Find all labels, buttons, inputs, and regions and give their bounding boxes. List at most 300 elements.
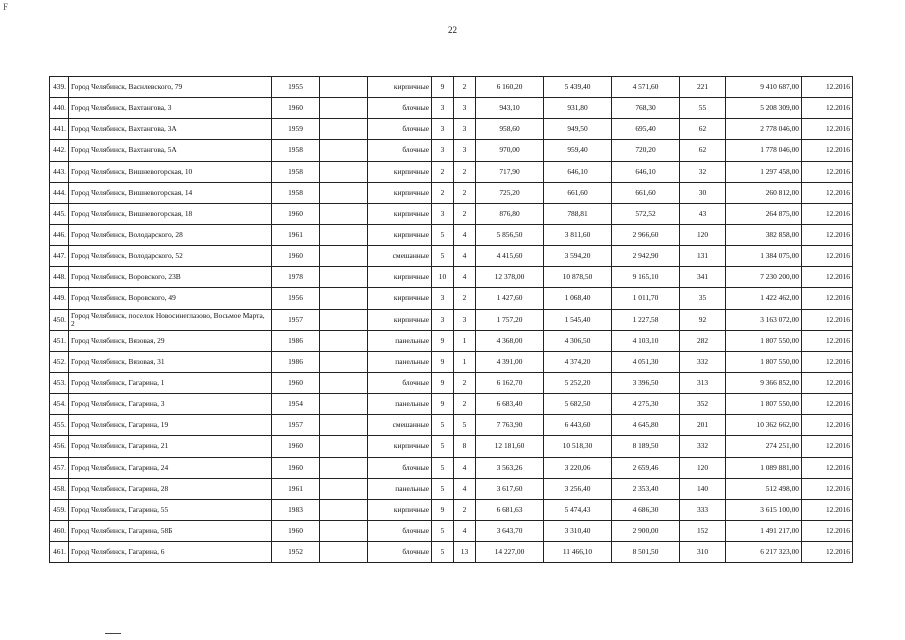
- entrances-cell: 2: [454, 394, 476, 415]
- bottom-dash: [105, 633, 121, 634]
- address-cell: Город Челябинск, Гагарина, 6: [69, 542, 272, 563]
- residents-cell: 152: [680, 520, 726, 541]
- repair-cost-cell: 512 498,00: [726, 478, 802, 499]
- floors-cell: 9: [432, 499, 454, 520]
- area-total-cell: 14 227,00: [476, 542, 544, 563]
- row-number: 449.: [50, 288, 69, 309]
- address-cell: Город Челябинск, Васнлевского, 79: [69, 77, 272, 98]
- entrances-cell: 2: [454, 288, 476, 309]
- floors-cell: 3: [432, 288, 454, 309]
- empty-cell: [320, 309, 368, 330]
- floors-cell: 3: [432, 119, 454, 140]
- wall-material-cell: кирпичные: [368, 267, 432, 288]
- deadline-cell: 12.2016: [802, 161, 853, 182]
- deadline-cell: 12.2016: [802, 77, 853, 98]
- residents-cell: 140: [680, 478, 726, 499]
- row-number: 441.: [50, 119, 69, 140]
- row-number: 454.: [50, 394, 69, 415]
- wall-material-cell: панельные: [368, 478, 432, 499]
- wall-material-cell: панельные: [368, 330, 432, 351]
- year-cell: 1956: [272, 288, 320, 309]
- repair-cost-cell: 264 875,00: [726, 203, 802, 224]
- floors-cell: 3: [432, 98, 454, 119]
- table-row: [50, 98, 853, 119]
- entrances-cell: 3: [454, 98, 476, 119]
- table-row: [50, 224, 853, 245]
- entrances-cell: 2: [454, 499, 476, 520]
- wall-material-cell: кирпичные: [368, 309, 432, 330]
- residents-cell: 352: [680, 394, 726, 415]
- area-residential-cell: 695,40: [612, 119, 680, 140]
- area-total-cell: 6 160,20: [476, 77, 544, 98]
- repair-cost-cell: 1 422 462,00: [726, 288, 802, 309]
- address-cell: Город Челябинск, поселок Новосинеглазово, Восьмое Марта, 2: [69, 309, 272, 330]
- area-premises-cell: 3 310,40: [544, 520, 612, 541]
- table-row: [50, 161, 853, 182]
- area-residential-cell: 4 645,80: [612, 415, 680, 436]
- row-number: 447.: [50, 246, 69, 267]
- floors-cell: 5: [432, 520, 454, 541]
- table-row: [50, 542, 853, 563]
- area-residential-cell: 1 011,70: [612, 288, 680, 309]
- wall-material-cell: кирпичные: [368, 77, 432, 98]
- area-total-cell: 1 427,60: [476, 288, 544, 309]
- residents-cell: 120: [680, 457, 726, 478]
- year-cell: 1957: [272, 415, 320, 436]
- row-number: 439.: [50, 77, 69, 98]
- repair-cost-cell: 1 778 046,00: [726, 140, 802, 161]
- area-total-cell: 5 856,50: [476, 224, 544, 245]
- year-cell: 1960: [272, 98, 320, 119]
- repair-cost-cell: 6 217 323,00: [726, 542, 802, 563]
- area-residential-cell: 661,60: [612, 182, 680, 203]
- area-premises-cell: 5 252,20: [544, 372, 612, 393]
- empty-cell: [320, 394, 368, 415]
- floors-cell: 5: [432, 246, 454, 267]
- floors-cell: 5: [432, 542, 454, 563]
- row-number: 448.: [50, 267, 69, 288]
- area-residential-cell: 4 103,10: [612, 330, 680, 351]
- address-cell: Город Челябинск, Гагарина, 55: [69, 499, 272, 520]
- repair-cost-cell: 3 163 072,00: [726, 309, 802, 330]
- area-premises-cell: 4 374,20: [544, 351, 612, 372]
- area-total-cell: 876,80: [476, 203, 544, 224]
- area-premises-cell: 931,80: [544, 98, 612, 119]
- area-total-cell: 6 162,70: [476, 372, 544, 393]
- year-cell: 1959: [272, 119, 320, 140]
- empty-cell: [320, 267, 368, 288]
- address-cell: Город Челябинск, Володарского, 52: [69, 246, 272, 267]
- year-cell: 1958: [272, 182, 320, 203]
- address-cell: Город Челябинск, Вишневогорская, 14: [69, 182, 272, 203]
- area-residential-cell: 1 227,58: [612, 309, 680, 330]
- page-number: 22: [448, 25, 457, 35]
- floors-cell: 5: [432, 224, 454, 245]
- residents-cell: 55: [680, 98, 726, 119]
- deadline-cell: 12.2016: [802, 499, 853, 520]
- area-total-cell: 3 617,60: [476, 478, 544, 499]
- row-number: 445.: [50, 203, 69, 224]
- empty-cell: [320, 372, 368, 393]
- floors-cell: 9: [432, 77, 454, 98]
- table-row: [50, 309, 853, 330]
- year-cell: 1960: [272, 203, 320, 224]
- deadline-cell: 12.2016: [802, 119, 853, 140]
- area-premises-cell: 5 682,50: [544, 394, 612, 415]
- area-premises-cell: 6 443,60: [544, 415, 612, 436]
- entrances-cell: 3: [454, 119, 476, 140]
- wall-material-cell: панельные: [368, 351, 432, 372]
- floors-cell: 3: [432, 140, 454, 161]
- empty-cell: [320, 77, 368, 98]
- wall-material-cell: блочные: [368, 457, 432, 478]
- wall-material-cell: смешанные: [368, 415, 432, 436]
- floors-cell: 2: [432, 161, 454, 182]
- row-number: 442.: [50, 140, 69, 161]
- area-premises-cell: 4 306,50: [544, 330, 612, 351]
- entrances-cell: 8: [454, 436, 476, 457]
- address-cell: Город Челябинск, Гагарина, 28: [69, 478, 272, 499]
- address-cell: Город Челябинск, Вишневогорская, 18: [69, 203, 272, 224]
- year-cell: 1958: [272, 161, 320, 182]
- year-cell: 1983: [272, 499, 320, 520]
- table-row: [50, 520, 853, 541]
- row-number: 459.: [50, 499, 69, 520]
- year-cell: 1960: [272, 436, 320, 457]
- empty-cell: [320, 140, 368, 161]
- empty-cell: [320, 478, 368, 499]
- address-cell: Город Челябинск, Гагарина, 1: [69, 372, 272, 393]
- area-total-cell: 1 757,20: [476, 309, 544, 330]
- address-cell: Город Челябинск, Вязовая, 31: [69, 351, 272, 372]
- residents-cell: 120: [680, 224, 726, 245]
- table-row: [50, 77, 853, 98]
- deadline-cell: 12.2016: [802, 224, 853, 245]
- empty-cell: [320, 351, 368, 372]
- residents-cell: 62: [680, 119, 726, 140]
- year-cell: 1986: [272, 351, 320, 372]
- area-total-cell: 970,00: [476, 140, 544, 161]
- area-total-cell: 4 391,00: [476, 351, 544, 372]
- address-cell: Город Челябинск, Гагарина, 3: [69, 394, 272, 415]
- repair-cost-cell: 274 251,00: [726, 436, 802, 457]
- deadline-cell: 12.2016: [802, 182, 853, 203]
- area-total-cell: 3 563,26: [476, 457, 544, 478]
- table-row: [50, 351, 853, 372]
- floors-cell: 9: [432, 330, 454, 351]
- area-residential-cell: 4 275,30: [612, 394, 680, 415]
- row-number: 450.: [50, 309, 69, 330]
- area-residential-cell: 2 966,60: [612, 224, 680, 245]
- deadline-cell: 12.2016: [802, 98, 853, 119]
- wall-material-cell: кирпичные: [368, 436, 432, 457]
- entrances-cell: 2: [454, 161, 476, 182]
- empty-cell: [320, 98, 368, 119]
- row-number: 458.: [50, 478, 69, 499]
- area-premises-cell: 1 068,40: [544, 288, 612, 309]
- deadline-cell: 12.2016: [802, 288, 853, 309]
- table-row: [50, 415, 853, 436]
- repair-cost-cell: 382 858,00: [726, 224, 802, 245]
- table-row: [50, 436, 853, 457]
- address-cell: Город Челябинск, Гагарина, 21: [69, 436, 272, 457]
- empty-cell: [320, 182, 368, 203]
- deadline-cell: 12.2016: [802, 457, 853, 478]
- residents-cell: 92: [680, 309, 726, 330]
- deadline-cell: 12.2016: [802, 436, 853, 457]
- area-total-cell: 4 368,00: [476, 330, 544, 351]
- area-total-cell: 12 181,60: [476, 436, 544, 457]
- entrances-cell: 2: [454, 203, 476, 224]
- area-residential-cell: 8 501,50: [612, 542, 680, 563]
- area-premises-cell: 661,60: [544, 182, 612, 203]
- table-row: [50, 246, 853, 267]
- residents-cell: 221: [680, 77, 726, 98]
- residents-cell: 341: [680, 267, 726, 288]
- area-residential-cell: 2 659,46: [612, 457, 680, 478]
- table-row: [50, 478, 853, 499]
- residents-cell: 332: [680, 351, 726, 372]
- empty-cell: [320, 436, 368, 457]
- area-residential-cell: 4 686,30: [612, 499, 680, 520]
- entrances-cell: 4: [454, 457, 476, 478]
- entrances-cell: 4: [454, 224, 476, 245]
- area-total-cell: 4 415,60: [476, 246, 544, 267]
- entrances-cell: 4: [454, 478, 476, 499]
- year-cell: 1960: [272, 246, 320, 267]
- empty-cell: [320, 457, 368, 478]
- repair-cost-cell: 3 615 100,00: [726, 499, 802, 520]
- residents-cell: 30: [680, 182, 726, 203]
- floors-cell: 9: [432, 394, 454, 415]
- repair-cost-cell: 1 807 550,00: [726, 394, 802, 415]
- area-residential-cell: 8 189,50: [612, 436, 680, 457]
- table-row: [50, 119, 853, 140]
- row-number: 452.: [50, 351, 69, 372]
- entrances-cell: 4: [454, 246, 476, 267]
- wall-material-cell: панельные: [368, 394, 432, 415]
- empty-cell: [320, 288, 368, 309]
- floors-cell: 5: [432, 415, 454, 436]
- wall-material-cell: кирпичные: [368, 161, 432, 182]
- repair-cost-cell: 10 362 662,00: [726, 415, 802, 436]
- area-premises-cell: 3 220,06: [544, 457, 612, 478]
- residents-cell: 201: [680, 415, 726, 436]
- empty-cell: [320, 415, 368, 436]
- wall-material-cell: блочные: [368, 119, 432, 140]
- address-cell: Город Челябинск, Вязовая, 29: [69, 330, 272, 351]
- entrances-cell: 3: [454, 140, 476, 161]
- repair-cost-cell: 1 297 458,00: [726, 161, 802, 182]
- entrances-cell: 13: [454, 542, 476, 563]
- address-cell: Город Челябинск, Вахтангова, 3: [69, 98, 272, 119]
- repair-cost-cell: 1 384 075,00: [726, 246, 802, 267]
- floors-cell: 9: [432, 372, 454, 393]
- repair-cost-cell: 5 208 309,00: [726, 98, 802, 119]
- repair-cost-cell: 1 491 217,00: [726, 520, 802, 541]
- residents-cell: 32: [680, 161, 726, 182]
- entrances-cell: 2: [454, 372, 476, 393]
- floors-cell: 5: [432, 436, 454, 457]
- deadline-cell: 12.2016: [802, 309, 853, 330]
- table-row: [50, 288, 853, 309]
- deadline-cell: 12.2016: [802, 478, 853, 499]
- area-premises-cell: 788,81: [544, 203, 612, 224]
- area-residential-cell: 4 571,60: [612, 77, 680, 98]
- deadline-cell: 12.2016: [802, 140, 853, 161]
- area-premises-cell: 5 474,43: [544, 499, 612, 520]
- deadline-cell: 12.2016: [802, 351, 853, 372]
- address-cell: Город Челябинск, Воровского, 49: [69, 288, 272, 309]
- repair-cost-cell: 260 812,00: [726, 182, 802, 203]
- entrances-cell: 1: [454, 330, 476, 351]
- repair-cost-cell: 7 230 200,00: [726, 267, 802, 288]
- year-cell: 1957: [272, 309, 320, 330]
- year-cell: 1960: [272, 457, 320, 478]
- table-body: [50, 77, 853, 563]
- entrances-cell: 4: [454, 520, 476, 541]
- address-cell: Город Челябинск, Гагарина, 19: [69, 415, 272, 436]
- wall-material-cell: кирпичные: [368, 288, 432, 309]
- area-residential-cell: 646,10: [612, 161, 680, 182]
- table-row: [50, 372, 853, 393]
- area-premises-cell: 1 545,40: [544, 309, 612, 330]
- empty-cell: [320, 224, 368, 245]
- year-cell: 1961: [272, 224, 320, 245]
- floors-cell: 10: [432, 267, 454, 288]
- empty-cell: [320, 161, 368, 182]
- area-premises-cell: 5 439,40: [544, 77, 612, 98]
- residents-cell: 310: [680, 542, 726, 563]
- deadline-cell: 12.2016: [802, 520, 853, 541]
- floors-cell: 5: [432, 478, 454, 499]
- area-premises-cell: 11 466,10: [544, 542, 612, 563]
- table-row: [50, 140, 853, 161]
- wall-material-cell: кирпичные: [368, 203, 432, 224]
- deadline-cell: 12.2016: [802, 394, 853, 415]
- repair-cost-cell: 1 807 550,00: [726, 351, 802, 372]
- residents-cell: 313: [680, 372, 726, 393]
- year-cell: 1978: [272, 267, 320, 288]
- wall-material-cell: кирпичные: [368, 224, 432, 245]
- area-residential-cell: 572,52: [612, 203, 680, 224]
- deadline-cell: 12.2016: [802, 246, 853, 267]
- area-total-cell: 6 681,63: [476, 499, 544, 520]
- table-row: [50, 499, 853, 520]
- wall-material-cell: блочные: [368, 520, 432, 541]
- area-total-cell: 3 643,70: [476, 520, 544, 541]
- area-total-cell: 943,10: [476, 98, 544, 119]
- area-premises-cell: 3 256,40: [544, 478, 612, 499]
- area-total-cell: 717,90: [476, 161, 544, 182]
- floors-cell: 3: [432, 309, 454, 330]
- year-cell: 1955: [272, 77, 320, 98]
- area-premises-cell: 10 878,50: [544, 267, 612, 288]
- repair-cost-cell: 9 366 852,00: [726, 372, 802, 393]
- corner-mark: F: [3, 2, 9, 12]
- residents-cell: 43: [680, 203, 726, 224]
- deadline-cell: 12.2016: [802, 203, 853, 224]
- table-row: [50, 203, 853, 224]
- floors-cell: 9: [432, 351, 454, 372]
- row-number: 444.: [50, 182, 69, 203]
- residents-cell: 282: [680, 330, 726, 351]
- residents-cell: 131: [680, 246, 726, 267]
- wall-material-cell: блочные: [368, 372, 432, 393]
- entrances-cell: 5: [454, 415, 476, 436]
- table-row: [50, 330, 853, 351]
- area-premises-cell: 3 594,20: [544, 246, 612, 267]
- floors-cell: 2: [432, 182, 454, 203]
- year-cell: 1961: [272, 478, 320, 499]
- empty-cell: [320, 203, 368, 224]
- area-total-cell: 725,20: [476, 182, 544, 203]
- area-total-cell: 12 378,00: [476, 267, 544, 288]
- address-cell: Город Челябинск, Вахтангова, 5А: [69, 140, 272, 161]
- year-cell: 1954: [272, 394, 320, 415]
- area-premises-cell: 959,40: [544, 140, 612, 161]
- row-number: 451.: [50, 330, 69, 351]
- deadline-cell: 12.2016: [802, 330, 853, 351]
- deadline-cell: 12.2016: [802, 267, 853, 288]
- residents-cell: 35: [680, 288, 726, 309]
- wall-material-cell: блочные: [368, 542, 432, 563]
- wall-material-cell: кирпичные: [368, 182, 432, 203]
- address-cell: Город Челябинск, Воровского, 23В: [69, 267, 272, 288]
- area-residential-cell: 768,30: [612, 98, 680, 119]
- row-number: 461.: [50, 542, 69, 563]
- entrances-cell: 2: [454, 182, 476, 203]
- repair-cost-cell: 9 410 687,00: [726, 77, 802, 98]
- row-number: 455.: [50, 415, 69, 436]
- empty-cell: [320, 542, 368, 563]
- area-residential-cell: 720,20: [612, 140, 680, 161]
- empty-cell: [320, 330, 368, 351]
- row-number: 456.: [50, 436, 69, 457]
- year-cell: 1986: [272, 330, 320, 351]
- area-residential-cell: 2 900,00: [612, 520, 680, 541]
- row-number: 460.: [50, 520, 69, 541]
- row-number: 440.: [50, 98, 69, 119]
- year-cell: 1960: [272, 372, 320, 393]
- address-cell: Город Челябинск, Володарского, 28: [69, 224, 272, 245]
- area-total-cell: 6 683,40: [476, 394, 544, 415]
- deadline-cell: 12.2016: [802, 372, 853, 393]
- entrances-cell: 1: [454, 351, 476, 372]
- housing-registry-table: [49, 76, 853, 563]
- table-row: [50, 267, 853, 288]
- area-premises-cell: 10 518,30: [544, 436, 612, 457]
- repair-cost-cell: 1 089 881,00: [726, 457, 802, 478]
- address-cell: Город Челябинск, Гагарина, 24: [69, 457, 272, 478]
- entrances-cell: 3: [454, 309, 476, 330]
- repair-cost-cell: 2 778 046,00: [726, 119, 802, 140]
- table-row: [50, 394, 853, 415]
- table-row: [50, 457, 853, 478]
- table-row: [50, 182, 853, 203]
- floors-cell: 3: [432, 203, 454, 224]
- area-residential-cell: 3 396,50: [612, 372, 680, 393]
- year-cell: 1958: [272, 140, 320, 161]
- empty-cell: [320, 246, 368, 267]
- wall-material-cell: кирпичные: [368, 499, 432, 520]
- floors-cell: 5: [432, 457, 454, 478]
- area-premises-cell: 3 811,60: [544, 224, 612, 245]
- deadline-cell: 12.2016: [802, 415, 853, 436]
- address-cell: Город Челябинск, Гагарина, 58Б: [69, 520, 272, 541]
- repair-cost-cell: 1 807 550,00: [726, 330, 802, 351]
- wall-material-cell: блочные: [368, 98, 432, 119]
